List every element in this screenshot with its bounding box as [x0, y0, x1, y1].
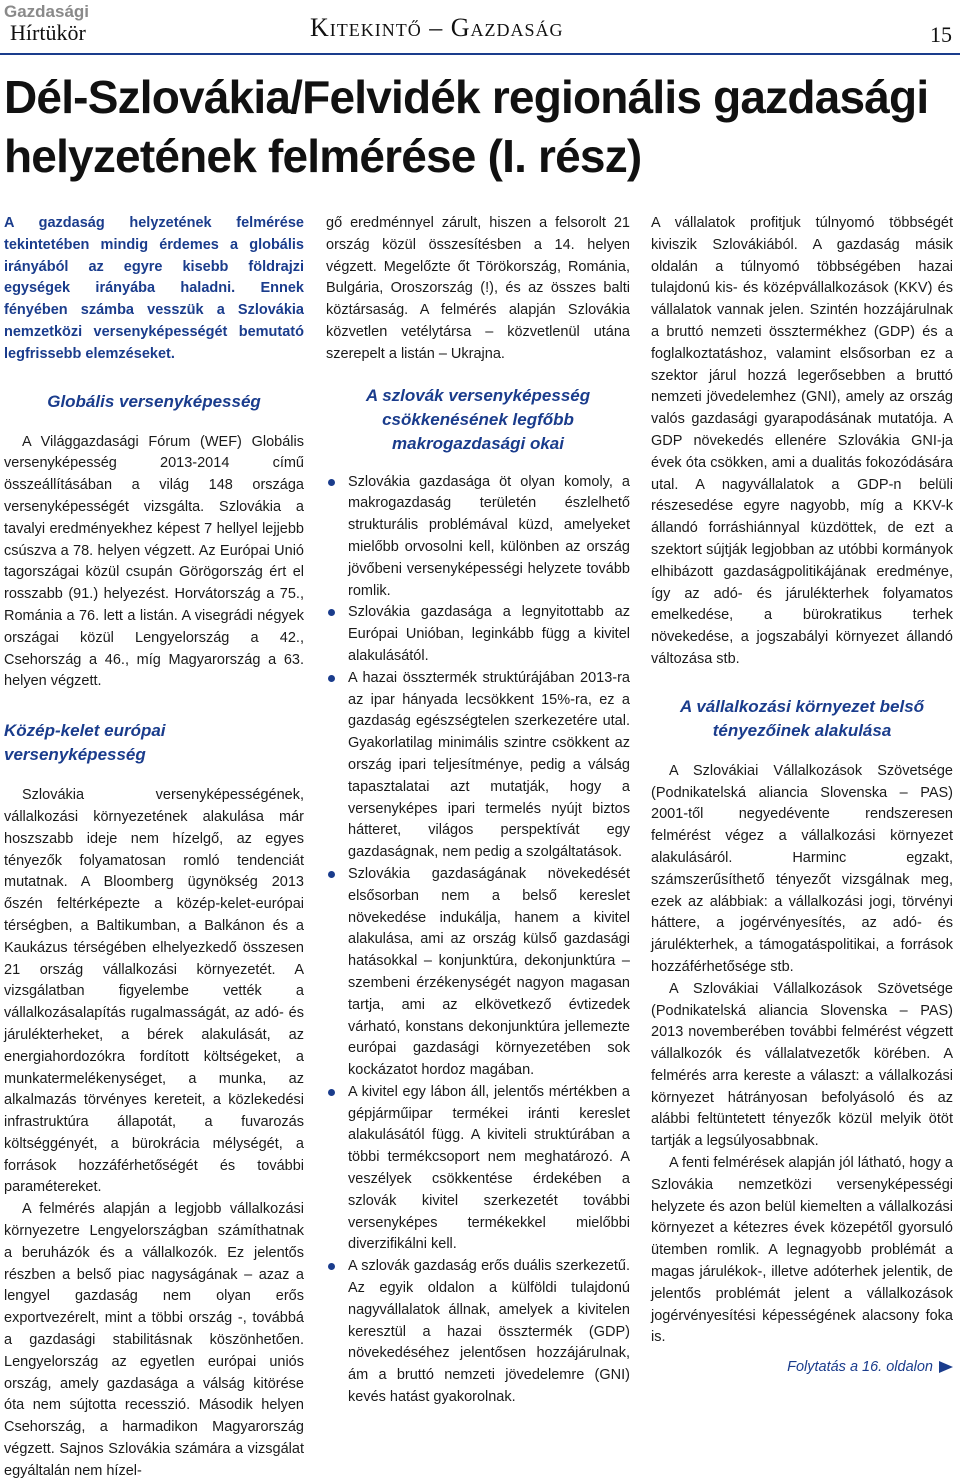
subheading-cee-competitiveness: Közép-kelet európai versenyképesség [4, 721, 166, 765]
list-item: Szlovákia gazdasága a legnyitottabb az Európai Unióban, leginkább függ a kivitel alakulásától. [326, 602, 630, 667]
paragraph: A Világgazdasági Fórum (WEF) Globális versenyképesség 2013-2014 című összeállításában a világ 148 országa versenyképességét vizsgálta. Szlovákia a tavalyi eredményekhez képest 7 hellyel lejjebb csúszva a 78. helyen végzett. Az Európai Unió tagországai közül csupán Görögország ért el rosszabb (91.) helyezést. Horvátország a 75., Románia a 76. lett a listán. A visegrádi négyek országai közül Lengyelország a 42., Csehország a 46., míg Magyarország a 63. helyen végzett. [4, 433, 304, 690]
list-item: A hazai össztermék struktúrájában 2013-ra az ipar hányada lecsökkent 15%-ra, ez a gazdaság egészségtelen szerkezetére utal. Gyakorlatilag minimális szintre csökkent az ország ipari teljesítménye, pedig a válság tapasztalatai azt mutatják, hogy a versenyképes ipari termelés nyújt biztos hátteret, világos perspektívát egy gazdaságnak, nem pedig a szolgáltatások. [326, 668, 630, 864]
list-item: A kivitel egy lábon áll, jelentős mértékben a gépjárműipar termékei iránti kereslet alakulásától függ. A kiviteli struktúrában a többi termékcsoport nem meghatározó. A veszélyek csökkentése érdekében a szlovák kivitel szerkezetét további versenyképes termékekkel mielőbbi diverzifikálni kell. [326, 1082, 630, 1256]
subheading-macro-causes: A szlovák versenyképesség csökkenésének legfőbb makrogazdasági okai [365, 385, 591, 453]
column-2 [326, 213, 630, 1409]
section-title: Kitekintő – Gazdaság [310, 13, 564, 42]
list-item: A szlovák gazdaság erős duális szerkezetű. Az egyik oldalon a külföldi tulajdonú nagyvállalatok állnak, amelyek a kivitelen keresztül a hazai össztermék (GDP) növekedéséhez jelentősen hozzájárulnak, ám a bruttó nemzeti jövedelemre (GNI) kevés hatást gyakorolnak. [326, 1256, 630, 1409]
column-3 [651, 213, 953, 1379]
paragraph: A Szlovákiai Vállalkozások Szövetsége (Podnikatelská aliancia Slovenska – PAS) 2001-től negyedévente rendszeresen felmérést végez a vállalkozási környezet alakulásáról. Harminc egzakt, számszerűsíthető tényezőt vizsgálnak meg, ezek az alábbiak: a vállalkozási jogi, törvényi háttere, a jogérvényesítés, az adó- és járulékterhek, a támogatáspolitikai, a források hozzáférhetősége stb. [651, 762, 953, 975]
article-lead: A gazdaság helyzetének felmérése tekintetében mindig érdemes a globális irányából az egyre kisebb földrajzi egységek irányába haladni. Ennek fényében számba vesszük a Szlovákia nemzetközi versenyképességét bemutató legfrissebb elemzéseket. [4, 215, 304, 362]
paragraph: A Szlovákiai Vállalkozások Szövetsége (Podnikatelská aliancia Slovenska – PAS) 2013 novemberében további felmérést végzett vállalkozók és vállalatvezetők körében. A felmérés arra kereste a választ: a vállalkozási környezet hátrányosan befolyásoló és az alábbi feltüntetett tényezők közül melyik ötöt tartják a legsúlyosabbnak. [651, 980, 953, 1150]
header-rule [0, 53, 960, 55]
bullet-list [326, 472, 630, 1409]
list-item: Szlovákia gazdaságának növekedését elsősorban nem a belső kereslet növekedése indukálja, hanem a kivitel alakulása, ami az ország külső gazdasági hatásokkal – konjunktúra, dekonjunktúra – szembeni érzékenységét nagyon magasan tartja, ami az elkövetkező évtizedek várható, konstans dekonjunktúra jellemezte európai gazdasági környezetében sok kockázatot hordoz magában. [326, 864, 630, 1082]
publication-name-line1: Gazdasági [4, 2, 90, 21]
page-header [0, 0, 960, 54]
column-1 [4, 213, 304, 1483]
subheading-business-environment: A vállalkozási környezet belső tényezőinek alakulása [679, 696, 925, 740]
continued-link[interactable] [651, 1357, 953, 1379]
paragraph: Szlovákia versenyképességének, vállalkozási környezetének alakulása már hoszszabb ideje nem hízelgő, az egyes tényezők folyamatosan romló tendenciát mutatnak. A Bloomberg ügynökség 2013 őszén feltérképezte a közép-kelet-európai térségben, a Baltikumban, a Balkánon és a Kaukázus térségében elhelyezkedő összesen 21 ország vállalkozási környezetét. A vizsgálatban figyelembe vették a vállalkozásalapítás rugalmasságát, az adó- és járulékterheket, a bérek alakulását, az energiahordozókra fordított költségeket, a munkatermelékenységet, a munka, az alkalmazás törvényes kereteit, a közlekedési infrastruktúra állapotát, a fuvarozás költséggényét, a bürokrácia mélységét, a források hozzáférhetőségét és további paramétereket. [4, 787, 304, 1196]
page-number: 15 [930, 22, 952, 47]
list-item: Szlovákia gazdasága öt olyan komoly, a makrogazdaság területén észlelhető strukturális problémával küzd, amelyeket mielőbb orvosolni kell, különben az ország jövőbeni versenyképességi helyzete tovább romlik. [326, 472, 630, 603]
arrow-right-icon [939, 1361, 953, 1373]
publication-name-line2: Hírtükör [10, 20, 86, 45]
article-title: Dél-Szlovákia/Felvidék regionális gazdasági helyzetének felmérése (I. rész) [4, 71, 929, 182]
paragraph: A fenti felmérések alapján jól látható, hogy a Szlovákia nemzetközi versenyképességi helyzete és azon belül kiemelten a vállalkozási környezet a kétezres évek közepétől gyorsuló ütemben romlik. A legnagyobb problémát a magas járulékok-, illetve adóterhek jelentik, de jelentős problémát jelent a vállalkozások jogérvényesítési képességének alacsony foka is. [651, 1155, 953, 1346]
paragraph: A vállalatok profitjuk túlnyomó többségét kiviszik Szlovákiából. A gazdaság másik oldalán a túlnyomó többségében hazai tulajdonú kis- és középvállalkozások (KKV) és vállalatok vannak jelen. Szintén hozzájárulnak a bruttó nemzeti össztermékhez (GDP) és a foglalkoztatáshoz, valamint elsősorban ez a szektor járul hozzá legerősebben a bruttó nemzeti jövedelemhez (GNI), amely az ország valós gazdasági gyarapodásának mutatója. A GDP növekedés ellenére Szlovákia GNI-ja évek óta csökken, ami a dualitás fokozódására utal. A nagyvállalatok a GDP-n belüli részesedése egyre nagyobb, míg a KKV-k állandó forráshiánnyal küzdöttek, de ezt a szektort sújtják legjobban az utóbbi kormányok elhibázott gazdaságpolitikájának eredménye, így az adó- és járulékterhek folyamatos emelkedése, a bürokratikus terhek növekedése, a jogszabályi környezet állandó változása stb. [651, 215, 953, 667]
paragraph: A felmérés alapján a legjobb vállalkozási környezetre Lengyelországban számíthatnak a beruházók és a vállalkozók. Ez jelentős részben a belső piac nagyságának – azaz a lengyel gazdaság nem olyan erős exportvezérelt, mint a többi ország -, továbbá a gazdasági stabilitásnak köszönhetően. Lengyelország az egyetlen európai uniós ország, amely gazdasága a válság kitörése óta nem sújtotta recesszió. Második helyen Csehország, a harmadikon Magyarország végzett. Sajnos Szlovákia számára a vizsgálat egyáltalán nem hízel- [4, 1201, 304, 1479]
continued-label: Folytatás a 16. oldalon [787, 1359, 933, 1376]
paragraph: gő eredménnyel zárult, hiszen a felsorolt 21 ország közül összesítésben a 14. helyen végzett. Megelőzte őt Törökország, Románia, Bulgária, Oroszország (!), és az összes balti köztársaság. A felmérés alapján Szlovákia közvetlen vetélytársa – közvetlenül utána szerepelt a listán – Ukrajna. [326, 215, 630, 362]
subheading-global-competitiveness: Globális versenyképesség [47, 391, 261, 411]
